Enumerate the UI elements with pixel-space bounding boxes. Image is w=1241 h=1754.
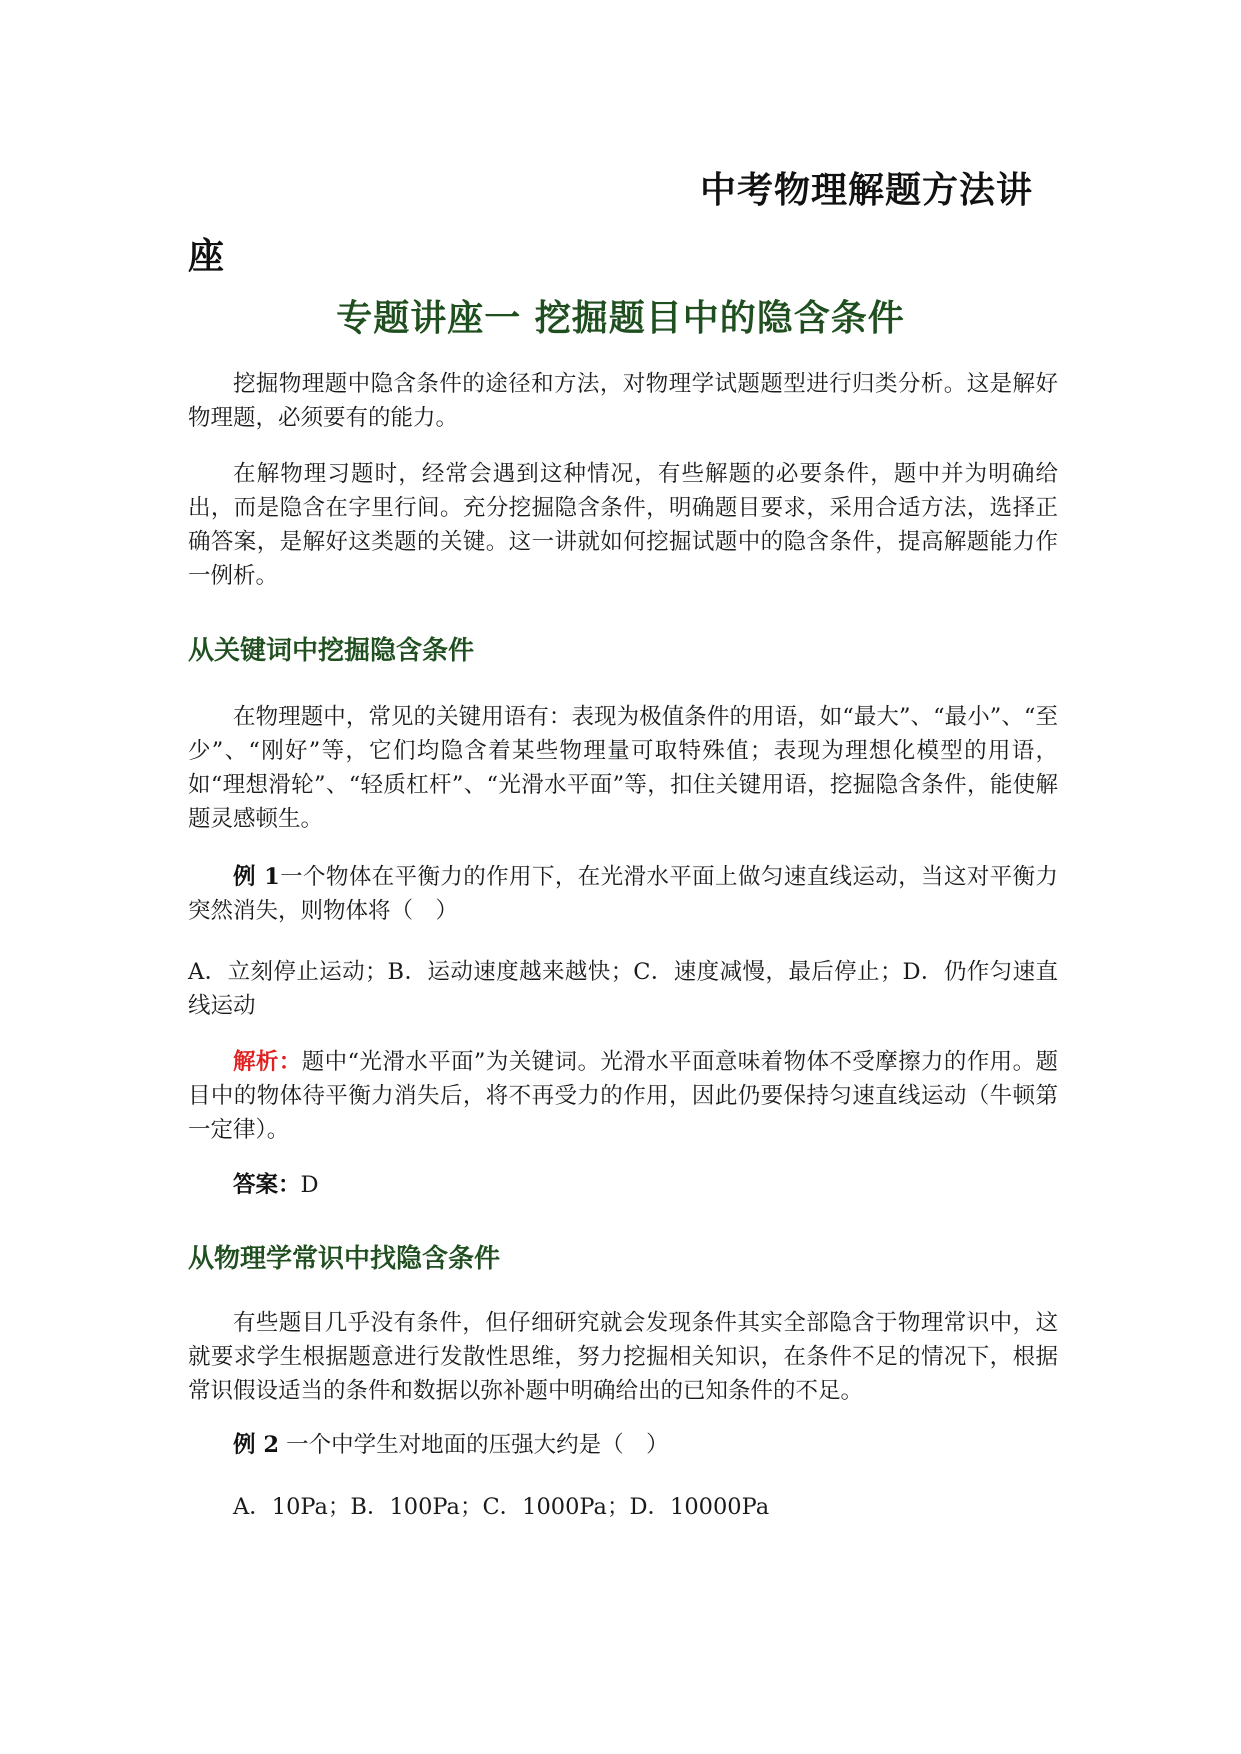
- example1-question: [188, 860, 1058, 928]
- section-heading-common-sense: 从物理学常识中找隐含条件: [188, 1244, 501, 1274]
- example1-text: 一个物体在平衡力的作用下，在光滑水平面上做匀速直线运动，当这对平衡力突然消失，则物体将（ ）: [188, 864, 1058, 924]
- analysis-text: 题中“光滑水平面”为关键词。光滑水平面意味着物体不受摩擦力的作用。题目中的物体待平衡力消失后，将不再受力的作用，因此仍要保持匀速直线运动（牛顿第一定律）。: [188, 1049, 1058, 1143]
- example2-text: 一个中学生对地面的压强大约是（ ）: [279, 1432, 669, 1458]
- analysis-label: 解析：: [233, 1049, 302, 1075]
- answer-value: D: [300, 1172, 319, 1198]
- example2-question: [188, 1428, 1058, 1462]
- example1-label: 例 1: [233, 864, 280, 890]
- example1-analysis: [188, 1045, 1058, 1147]
- intro-paragraph-1: 挖掘物理题中隐含条件的途径和方法，对物理学试题题型进行归类分析。这是解好物理题，必须要有的能力。: [188, 371, 1058, 431]
- example2-label: 例 2: [233, 1432, 279, 1458]
- answer-label: 答案：: [233, 1172, 301, 1198]
- section-heading-keywords: 从关键词中挖掘隐含条件: [188, 636, 475, 666]
- example1-options: A．立刻停止运动；B．运动速度越来越快；C．速度减慢，最后停止；D．仍作匀速直线运动: [188, 959, 1058, 1019]
- intro-paragraph-2: 在解物理习题时，经常会遇到这种情况，有些解题的必要条件，题中并为明确给出，而是隐含在字里行间。充分挖掘隐含条件，明确题目要求，采用合适方法，选择正确答案，是解好这类题的关键。这一讲就如何挖掘试题中的隐含条件，提高解题能力作一例析。: [188, 461, 1058, 589]
- document-title-continued: 座: [188, 236, 225, 277]
- lecture-subtitle: 专题讲座一 挖掘题目中的隐含条件: [336, 298, 905, 339]
- example2-options: A．10Pa；B．100Pa；C．1000Pa；D．10000Pa: [233, 1494, 770, 1520]
- section2-paragraph: 有些题目几乎没有条件，但仔细研究就会发现条件其实全部隐含于物理常识中，这就要求学生根据题意进行发散性思维，努力挖掘相关知识，在条件不足的情况下，根据常识假设适当的条件和数据以弥补题中明确给出的已知条件的不足。: [188, 1310, 1058, 1404]
- section1-paragraph: 在物理题中，常见的关键用语有：表现为极值条件的用语，如“最大”、“最小”、“至少”、“刚好”等，它们均隐含着某些物理量可取特殊值；表现为理想化模型的用语，如“理想滑轮”、“轻质杠杆”、“光滑水平面”等，扣住关键用语，挖掘隐含条件，能使解题灵感顿生。: [188, 704, 1058, 832]
- example1-answer: [188, 1168, 1058, 1202]
- document-title: 中考物理解题方法讲: [700, 170, 1034, 211]
